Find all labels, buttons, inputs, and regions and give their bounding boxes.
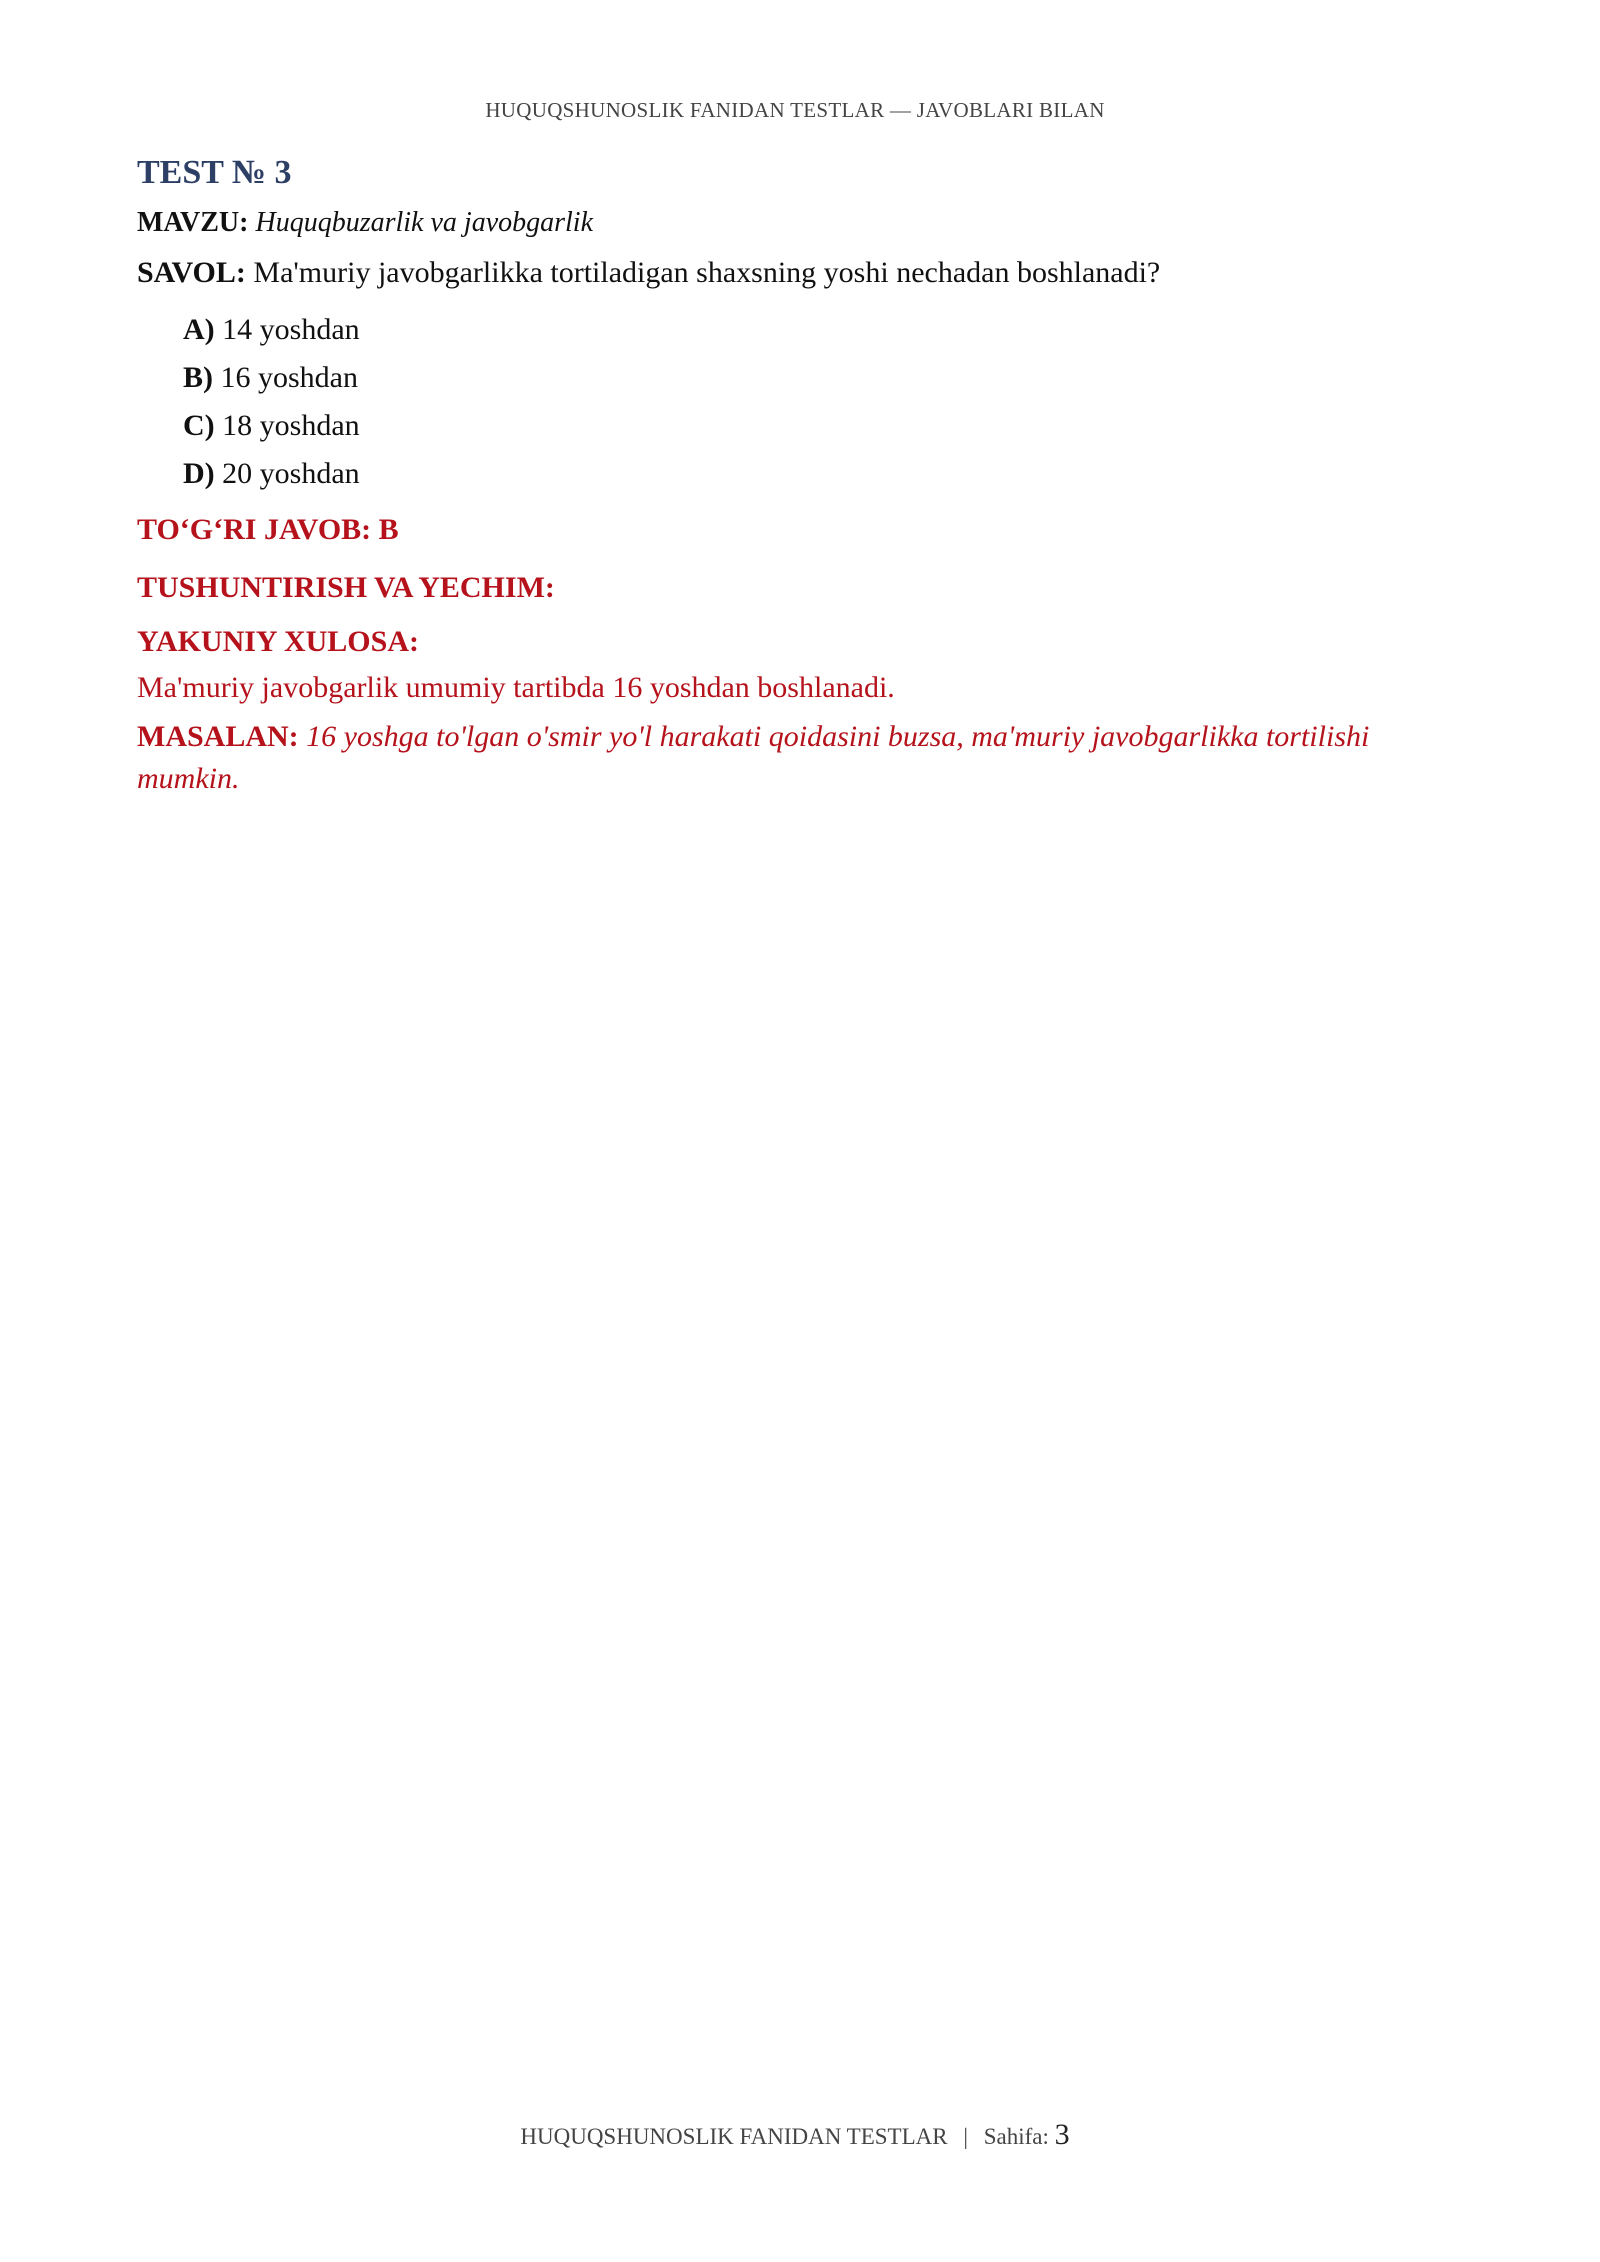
answer-options [137, 306, 1467, 498]
option-c [183, 402, 1467, 450]
example-text: 16 yoshga to'lgan o'smir yo'l harakati qoidasini buzsa, ma'muriy javobgarlikka tortilishi mumkin. [137, 720, 1370, 795]
test-title: TEST № 3 [137, 154, 292, 191]
footer-title: HUQUQSHUNOSLIK FANIDAN TESTLAR [520, 2124, 948, 2149]
option-text: 20 yoshdan [222, 457, 360, 490]
correct-answer: TO‘G‘RI JAVOB: B [137, 513, 399, 546]
footer-separator: | [963, 2124, 968, 2149]
topic-label: MAVZU: [137, 207, 249, 238]
option-d [183, 450, 1467, 498]
example-block [137, 716, 1467, 800]
page-header: HUQUQSHUNOSLIK FANIDAN TESTLAR — JAVOBLARI BILAN [485, 98, 1105, 122]
example-label: MASALAN: [137, 720, 299, 753]
footer-page-label: Sahifa: [983, 2124, 1049, 2149]
option-letter: D) [183, 457, 215, 490]
question-text: Ma'muriy javobgarlikka tortiladigan shaxsning yoshi nechadan boshlanadi? [253, 256, 1161, 289]
topic-line [137, 204, 1467, 242]
page-footer [0, 2118, 1590, 2152]
footer-page-number: 3 [1054, 2118, 1070, 2151]
test-content [137, 150, 1467, 800]
option-letter: B) [183, 361, 213, 394]
option-letter: A) [183, 313, 215, 346]
option-a [183, 306, 1467, 354]
option-text: 16 yoshdan [220, 361, 358, 394]
option-text: 14 yoshdan [222, 313, 360, 346]
option-b [183, 354, 1467, 402]
conclusion-text: Ma'muriy javobgarlik umumiy tartibda 16 yoshdan boshlanadi. [137, 671, 895, 704]
question-line [137, 252, 1467, 294]
question-label: SAVOL: [137, 256, 246, 289]
conclusion-title: YAKUNIY XULOSA: [137, 625, 419, 658]
option-text: 18 yoshdan [222, 409, 360, 442]
topic-value: Huquqbuzarlik va javobgarlik [255, 207, 594, 238]
explanation-title: TUSHUNTIRISH VA YECHIM: [137, 571, 555, 604]
option-letter: C) [183, 409, 215, 442]
